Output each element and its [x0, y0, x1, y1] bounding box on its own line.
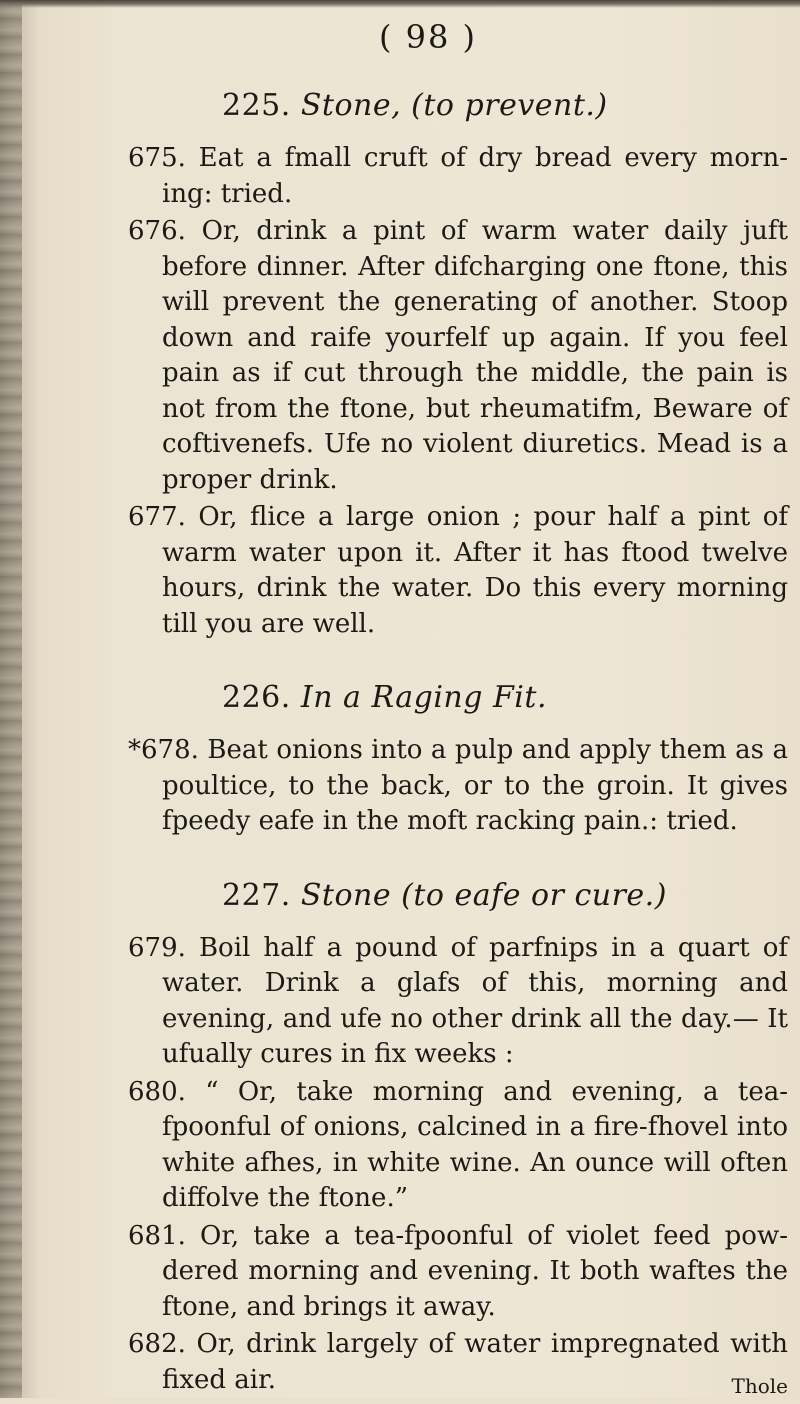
- entry-679: [128, 931, 788, 1073]
- section-title: Stone (to eafe or cure.): [301, 878, 667, 913]
- section-number: 227.: [222, 878, 291, 913]
- entry-680: [128, 1075, 788, 1217]
- entry-text: Or, take a tea-fpoonful of violet feed pow- dered morning and evening. It both waftes the ftone, and brings it away.: [162, 1221, 788, 1322]
- entry-678: [128, 733, 788, 840]
- section-spacer: [128, 644, 788, 680]
- entry-number: 676.: [128, 216, 186, 246]
- page-binding-edge: [0, 0, 22, 1398]
- entry-number: *678.: [128, 735, 199, 765]
- entry-text: Beat onions into a pulp and apply them as a poultice, to the back, or to the groin. It gives fpeedy eafe in the moft racking pain.: tried.: [162, 735, 788, 836]
- entry-675: [128, 141, 788, 212]
- section-heading-225: [222, 88, 788, 123]
- entry-681: [128, 1219, 788, 1326]
- entry-text: Boil half a pound of parfnips in a quart of water. Drink a glafs of this, morning and evening, and ufe no other drink all the day.— It ufually cures in fix weeks :: [162, 933, 788, 1070]
- entry-number: 682.: [128, 1329, 186, 1359]
- entry-text: Or, flice a large onion ; pour half a pint of warm water upon it. After it has ftood twelve hours, drink the water. Do this every morning till you are well.: [162, 502, 788, 639]
- entry-number: 681.: [128, 1221, 186, 1251]
- entry-682: [128, 1327, 788, 1398]
- entry-text: Eat a fmall cruft of dry bread every morn- ing: tried.: [162, 143, 788, 209]
- entry-text: Or, drink a pint of warm water daily juft before dinner. After difcharging one ftone, this will prevent the generating of another. Stoop down and raife yourfelf up again. If you feel pain as if cut through the middle, the pain is not from the ftone, but rheumatifm, Beware of coftivenefs. Ufe no violent diuretics. Mead is a proper drink.: [162, 216, 788, 495]
- entry-text: “ Or, take morning and evening, a tea- fpoonful of onions, calcined in a fire-fhovel into white afhes, in white wine. An ounce will often diffolve the ftone.”: [162, 1077, 788, 1214]
- entry-677: [128, 500, 788, 642]
- section-number: 226.: [222, 680, 291, 715]
- entry-676: [128, 214, 788, 498]
- section-spacer: [128, 842, 788, 878]
- entry-number: 679.: [128, 933, 186, 963]
- catchword: Thole: [766, 1369, 789, 1404]
- page-content: [128, 18, 788, 1404]
- section-heading-227: [222, 878, 788, 913]
- section-heading-226: [222, 680, 788, 715]
- page-number: ( 98 ): [128, 18, 788, 56]
- entry-number: 680.: [128, 1077, 186, 1107]
- entry-text: Or, drink largely of water impregnated with fixed air.: [162, 1329, 788, 1395]
- entry-number: 675.: [128, 143, 186, 173]
- section-number: 225.: [222, 88, 291, 123]
- section-title: In a Raging Fit.: [301, 680, 547, 715]
- section-title: Stone, (to prevent.): [301, 88, 608, 123]
- page-top-edge: [0, 0, 800, 8]
- entry-number: 677.: [128, 502, 186, 532]
